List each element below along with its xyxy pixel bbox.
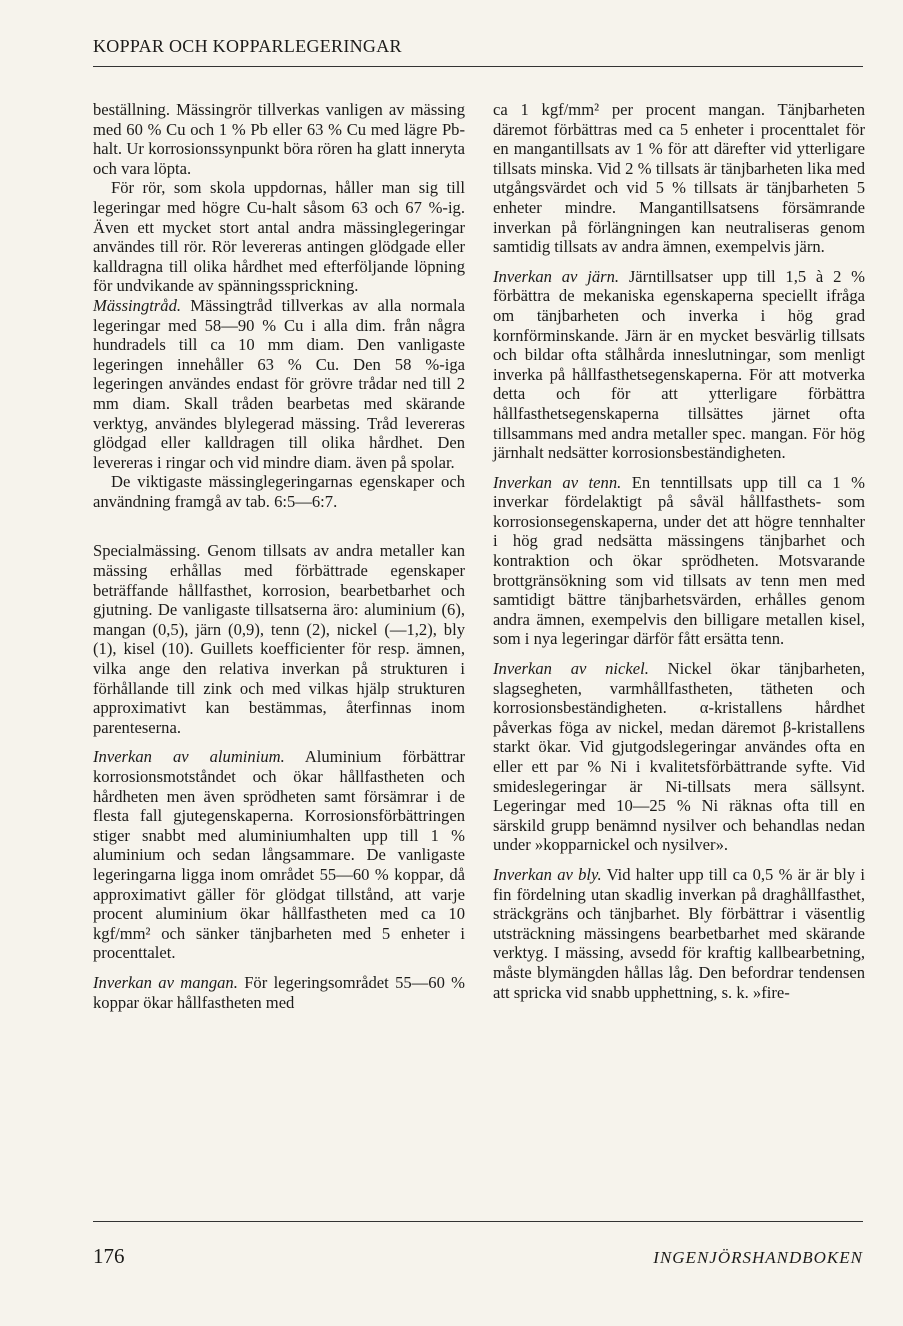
paragraph-text: Järntillsatser upp till 1,5 à 2 % förbättra de mekaniska egenskaperna speciellt ifråga om tänjbarheten och inverka i hög grad kornförminskande. Järn är en mycket besvärlig tillsats och bildar ofta stålhårda inneslutningar, som menligt inverka på hållfasthetsegenskaperna. För att motverka detta och för att ytterligare förbättra hållfasthetsegenskaperna tillsättes järnet ofta tillsammans med andra metaller spec. mangan. För hög järnhalt nedsätter korrosionsbeständigheten. (493, 266, 865, 463)
paragraph (493, 267, 865, 463)
paragraph-text: En tenntillsats upp till ca 1 % inverkar fördelaktigt på såväl hållfasthets- som korrosionsegenskaperna, under det att högre tennhalter i hög grad nedsätta mässingens tänjbarhet och kontraktion och ökar sprödheten. Motsvarande brottgränsökning som vid tillsats av tenn men med samtidigt bättre tänjbarhetsvärden, erhålles genom andra ämnen, exempelvis den billigare metallen kisel, som i nya legeringar därför fått ersätta tenn. (493, 472, 865, 649)
paragraph: För rör, som skola uppdornas, håller man sig till legeringar med högre Cu-halt såsom 63 och 67 %-ig. Även ett mycket stort antal andra mässinglegeringar användes till rör. Rör levereras antingen glödgade eller kalldragna till olika hårdhet med efterföljande löpning för undvikande av spänningssprickning. (93, 178, 465, 296)
paragraph (493, 473, 865, 649)
page-number: 176 (93, 1244, 125, 1268)
right-column (493, 100, 865, 1002)
paragraph-text: För legeringsområdet 55—60 % koppar ökar hållfastheten med (93, 972, 465, 1012)
book-title: INGENJÖRSHANDBOKEN (653, 1248, 863, 1267)
section-heading: Inverkan av mangan. (93, 972, 238, 992)
section-heading: Specialmässing. (93, 541, 201, 561)
paragraph (493, 659, 865, 855)
running-header: KOPPAR OCH KOPPARLEGERINGAR (93, 36, 402, 56)
paragraph (93, 296, 465, 472)
section-heading: Inverkan av aluminium. (93, 747, 285, 767)
left-column (93, 100, 465, 1012)
paragraph: De viktigaste mässinglegeringarnas egenskaper och användning framgå av tab. 6:5—6:7. (93, 472, 465, 511)
paragraph-text: Aluminium förbättrar korrosionsmotståndet och ökar hållfastheten och hårdheten men även sprödheten samt försämrar i de flesta fall gjutegenskaperna. Korrosionsförbättringen stiger snabbt med aluminiumhalten upp till 1 % aluminium och sedan långsammare. De vanligaste legeringarna ligga inom området 55—60 % koppar, då approximativt gäller för glödgat tillstånd, att varje procent aluminium ökar hållfastheten med ca 10 kgf/mm² och sänker tänjbarheten med 5 enheter i procenttalet. (93, 747, 465, 963)
section-heading: Mässingtråd. (93, 295, 182, 315)
footer-rule (93, 1221, 863, 1222)
paragraph-text: Genom tillsats av andra metaller kan mässing erhållas med förbättrade egenskaper beträffande hållfasthet, korrosion, bearbetbarhet och gjutning. De vanligaste tillsatserna äro: aluminium (6), mangan (0,5), järn (0,9), tenn (2), nickel (—1,2), bly (1), kisel (10). Guillets koefficienter för resp. ämnen, vilka ange den relativa inverkan på strukturen i förhållande till zink och med vilkas hjälp strukturen approximativt kan bestämmas, återfinnas inom parenteserna. (93, 541, 465, 737)
paragraph (93, 541, 465, 737)
paragraph (93, 973, 465, 1012)
section-heading: Inverkan av nickel. (493, 659, 649, 679)
section-heading: Inverkan av tenn. (493, 472, 622, 492)
header-rule (93, 66, 863, 67)
paragraph-text: Mässingtråd tillverkas av alla normala legeringar med 58—90 % Cu i alla dim. från några hundradels till ca 10 mm diam. Den vanligaste legeringen innehåller 63 % Cu. Den 58 %-iga legeringen användes endast för grövre trådar ned till 2 mm diam. Skall tråden bearbetas med skärande verktyg, användes blylegerad mässing. Tråd levereras glödgad eller kalldragen till olika hårdhet. Den levereras i ringar och vid mindre diam. även på spolar. (93, 295, 465, 472)
paragraph-text: Nickel ökar tänjbarheten, slagsegheten, varmhållfastheten, tätheten och korrosionsbeständigheten. α-kristallens hårdhet påverkas föga av nickel, medan däremot β-kristallens starkt ökar. Vid gjutgodslegeringar användes ofta en eller ett par % Ni i kvalitetsförbättrande syfte. Vid smideslegeringar är Ni-tillsats mera sällsynt. Legeringar med 10—25 % Ni räknas ofta till en särskild grupp benämnd nysilver och behandlas nedan under »kopparnickel och nysilver». (493, 659, 865, 855)
paragraph: beställning. Mässingrör tillverkas vanligen av mässing med 60 % Cu och 1 % Pb eller 63 % Cu med lägre Pb-halt. Ur korrosionssynpunkt böra rören ha glatt inneryta och vara löpta. (93, 100, 465, 178)
section-heading: Inverkan av järn. (493, 266, 620, 286)
paragraph-text: Vid halter upp till ca 0,5 % är är bly i fin fördelning utan skadlig inverkan på draghållfasthet, sträckgräns och tänjbarhet. Bly förbättrar i väsentlig utsträckning mässingens bearbetbarhet med skärande verktyg. I mässing, avsedd för kraftig kallbearbetning, måste blymängden hållas låg. Den befordrar tendensen att spricka vid snabb upphettning, s. k. »fire- (493, 864, 865, 1002)
paragraph: ca 1 kgf/mm² per procent mangan. Tänjbarheten däremot förbättras med ca 5 enheter i procenttalet för en mangantillsats av 1 % för att därefter vid ytterligare tillsats minska. Vid 2 % tillsats är tänjbarheten lika med utgångsvärdet och vid 5 % tillsats är tänjbarheten 5 enheter mindre. Mangantillsatsens försämrande inverkan på förlängningen kan neutraliseras genom samtidig tillsats av andra ämnen, exempelvis järn. (493, 100, 865, 257)
section-heading: Inverkan av bly. (493, 864, 602, 884)
paragraph (93, 747, 465, 963)
paragraph (493, 865, 865, 1002)
